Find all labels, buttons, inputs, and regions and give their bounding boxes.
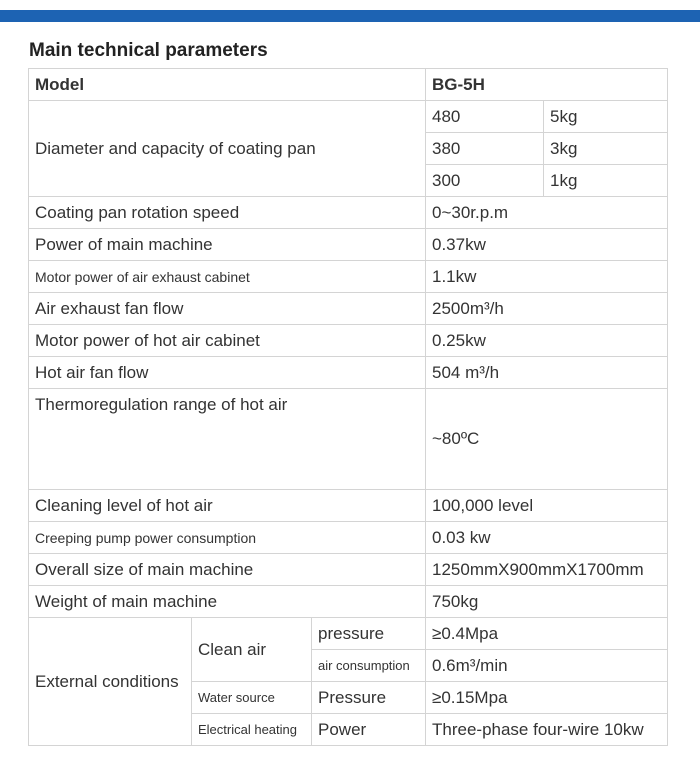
section-title: Main technical parameters [29,40,268,61]
air-consumption-value: 0.6m³/min [426,650,668,682]
heating-power-label: Power [312,714,426,746]
table-row-param [29,554,668,586]
param-label: Weight of main machine [29,586,426,618]
param-label: Air exhaust fan flow [29,293,426,325]
table-row-param [29,197,668,229]
table-row-param [29,522,668,554]
table-row-param [29,229,668,261]
capacity-value: 1kg [544,165,668,197]
table-row-external [29,618,668,650]
param-value: 100,000 level [426,490,668,522]
capacity-value: 3kg [544,133,668,165]
param-label: Overall size of main machine [29,554,426,586]
table-row-param [29,325,668,357]
param-label: Motor power of hot air cabinet [29,325,426,357]
param-value: 0.03 kw [426,522,668,554]
param-label: Coating pan rotation speed [29,197,426,229]
pressure-label: pressure [312,618,426,650]
param-label: Motor power of air exhaust cabinet [29,261,426,293]
param-value: 750kg [426,586,668,618]
param-label: Power of main machine [29,229,426,261]
capacity-value: 5kg [544,101,668,133]
diameter-value: 300 [426,165,544,197]
pressure-value: ≥0.4Mpa [426,618,668,650]
param-value: 1250mmX900mmX1700mm [426,554,668,586]
param-value: 0~30r.p.m [426,197,668,229]
param-value: 504 m³/h [426,357,668,389]
external-conditions-label: External conditions [29,618,192,746]
table-row-model [29,69,668,101]
heating-power-value: Three-phase four-wire 10kw [426,714,668,746]
top-accent-bar [0,10,700,22]
table-row-param [29,357,668,389]
model-value: BG-5H [426,69,668,101]
param-label: Cleaning level of hot air [29,490,426,522]
model-label: Model [29,69,426,101]
param-value: ~80ºC [426,389,668,490]
diameter-value: 380 [426,133,544,165]
table-row-diameter [29,101,668,133]
param-value: 2500m³/h [426,293,668,325]
table-row-param [29,490,668,522]
table-row-param [29,293,668,325]
diameter-label: Diameter and capacity of coating pan [29,101,426,197]
technical-parameters-table [28,68,668,746]
param-value: 1.1kw [426,261,668,293]
param-label: Creeping pump power consumption [29,522,426,554]
air-consumption-label: air consumption [312,650,426,682]
water-pressure-value: ≥0.15Mpa [426,682,668,714]
diameter-value: 480 [426,101,544,133]
param-label: Thermoregulation range of hot air [29,389,426,490]
table-row-param [29,389,668,490]
clean-air-label: Clean air [192,618,312,682]
table-row-param [29,586,668,618]
param-value: 0.37kw [426,229,668,261]
water-source-label: Water source [192,682,312,714]
param-value: 0.25kw [426,325,668,357]
param-label: Hot air fan flow [29,357,426,389]
electrical-heating-label: Electrical heating [192,714,312,746]
table-row-param [29,261,668,293]
water-pressure-label: Pressure [312,682,426,714]
